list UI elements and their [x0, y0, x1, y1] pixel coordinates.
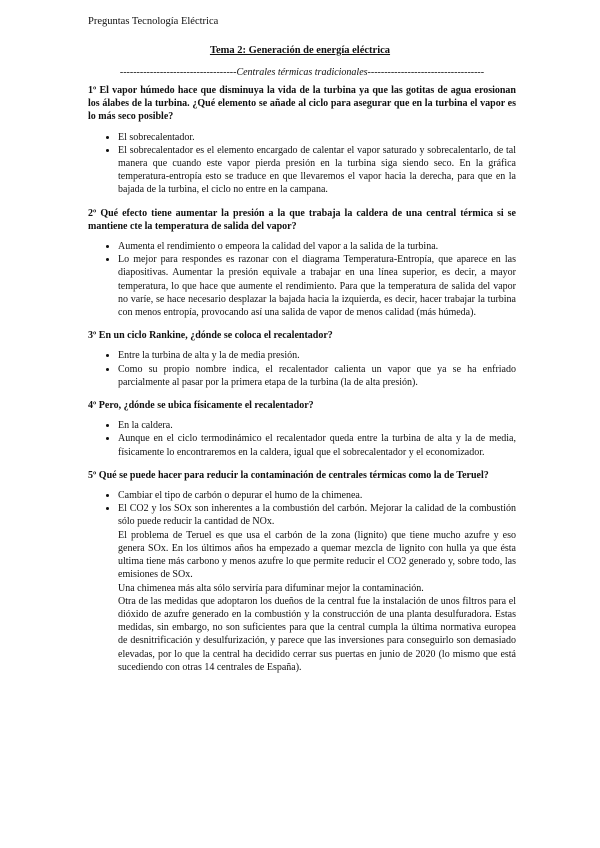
- answer-list-1: [88, 131, 516, 197]
- document-header: Preguntas Tecnología Eléctrica: [88, 16, 219, 27]
- answer-item: • Cambiar el tipo de carbón o depurar el humo de la chimenea.: [118, 489, 516, 502]
- answer-item: • En la caldera.: [118, 419, 516, 432]
- question-3: 3º En un ciclo Rankine, ¿dónde se coloca el recalentador?: [88, 330, 333, 342]
- answer-item: • Aumenta el rendimiento o empeora la calidad del vapor a la salida de la turbina.: [118, 240, 516, 253]
- answer-item: [118, 502, 516, 674]
- answer-text: El CO2 y los SOx son inherentes a la combustión del carbón. Mejorar la calidad de la combustión sólo puede reducir la cantidad de NOx.: [118, 503, 516, 528]
- answer-item: • Como su propio nombre indica, el recalentador calienta un vapor que ya se ha enfriado parcialmente al pasar por la primera etapa de la turbina (la de alta presión).: [118, 363, 516, 389]
- answer-list-5: [88, 489, 516, 674]
- question-5: 5º Qué se puede hacer para reducir la contaminación de centrales térmicas como la de Teruel?: [88, 469, 489, 481]
- question-4: 4º Pero, ¿dónde se ubica físicamente el recalentador?: [88, 400, 314, 412]
- answer-list-2: [88, 240, 516, 319]
- answer-paragraph: El problema de Teruel es que usa el carbón de la zona (lignito) que tiene mucho azufre y eso genera SOx. En los últimos años ha empezado a quemar mezcla de lignito con hulla ya que ésta ultima tiene más carbono y menos azufre lo que permite reducir el CO2 generado y, sobre todo, las emisiones de SOx.: [118, 529, 516, 581]
- answer-item: • Aunque en el ciclo termodinámico el recalentador queda entre la turbina de alta y la de media, físicamente lo encontraremos en la caldera, igual que el sobrecalentador y el economizador.: [118, 432, 516, 458]
- question-2: 2º Qué efecto tiene aumentar la presión a la que trabaja la caldera de una central térmica si se mantiene cte la temperatura de salida del vapor?: [88, 207, 516, 232]
- answer-list-4: [88, 419, 516, 459]
- answer-item: • El sobrecalentador.: [118, 131, 516, 144]
- answer-item: • Lo mejor para respondes es razonar con el diagrama Temperatura-Entropía, que aparece en las diapositivas. Aumentar la presión equivale a trabajar en una línea superior, es decir, a mayor temperatura, lo que hace que aumente el rendimiento. Para que la temperatura de salida del vapor no varíe, se hace necesario desplazar la bajada hacia la izquierda, es decir, hacer trabajar la turbina con menos entropía, provocando así una salida de vapor de menos calidad (más húmeda).: [118, 253, 516, 319]
- answer-paragraph: Otra de las medidas que adoptaron los dueños de la central fue la instalación de unos filtros para el dióxido de azufre generado en la combustión y la construcción de una planta desulfuradora. Estas medidas, sin embargo, no son suficientes para que la central cumpla la última normativa europea de desnitrificación y desulfurización, y parece que las inversiones para conseguirlo son demasiado elevadas, por lo que la central ha decidido cerrar sus puertas en junio de 2020 (lo mismo que está sucediendo con otras 14 centrales de España).: [118, 595, 516, 673]
- answer-item: • Entre la turbina de alta y la de media presión.: [118, 349, 516, 362]
- document-body: [88, 84, 516, 684]
- question-1: 1º El vapor húmedo hace que disminuya la vida de la turbina ya que las gotitas de agua erosionan los álabes de la turbina. ¿Qué elemento se añade al ciclo para asegurar que en la turbina el vapor es lo más seco posible?: [88, 85, 516, 123]
- section-heading: -----------------------------------Centrales térmicas tradicionales-----------------------------------: [119, 67, 485, 78]
- answer-paragraph: Una chimenea más alta sólo serviría para difuminar mejor la contaminación.: [118, 582, 424, 594]
- answer-item: • El sobrecalentador es el elemento encargado de calentar el vapor saturado y sobrecalentarlo, de tal manera que cuando este vapor pierda presión en la turbina siga siendo seco. En la gráfica temperatura-entropía esto se traduce en que llevaremos el vapor hacia la derecha, para que en la bajada de la turbina, el ciclo no entre en la campana.: [118, 144, 516, 197]
- answer-list-3: [88, 349, 516, 389]
- page-title: Tema 2: Generación de energía eléctrica: [209, 45, 391, 56]
